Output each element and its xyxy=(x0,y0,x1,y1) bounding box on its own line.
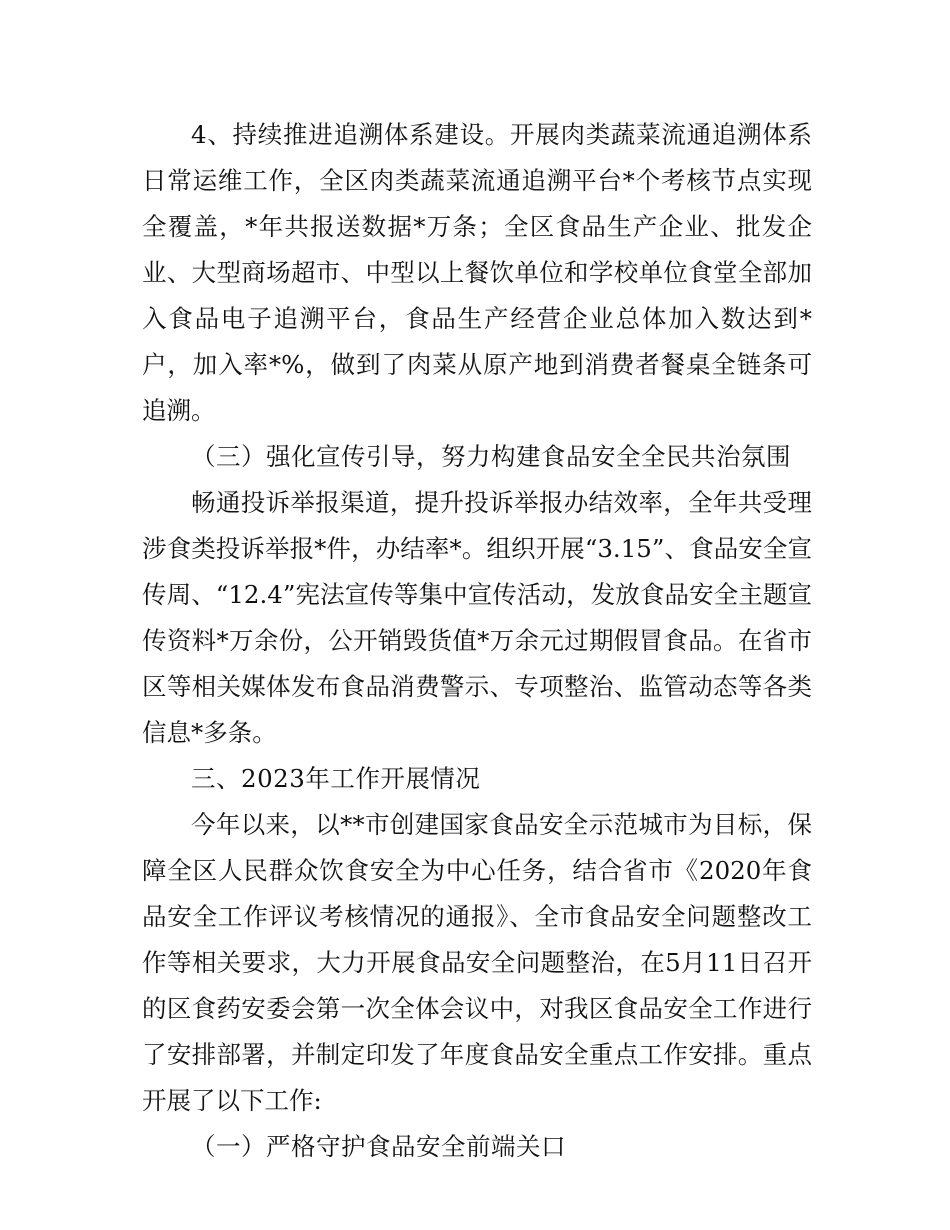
paragraph-traceability-system: 4、持续推进追溯体系建设。开展肉类蔬菜流通追溯体系日常运维工作，全区肉类蔬菜流通追溯平台*个考核节点实现全覆盖，*年共报送数据*万条；全区食品生产企业、批发企业、大型商场超市、中型以上餐饮单位和学校单位食堂全部加入食品电子追溯平台，食品生产经营企业总体加入数达到*户，加入率*%，做到了肉菜从原产地到消费者餐桌全链条可追溯。 xyxy=(142,120,812,425)
document-body xyxy=(142,112,812,1170)
section-heading-front-end-gate: （一）严格守护食品安全前端关口 xyxy=(191,1132,566,1161)
paragraph-2023-overview: 今年以来，以**市创建国家食品安全示范城市为目标，保障全区人民群众饮食安全为中心任务，结合省市《2020年食品安全工作评议考核情况的通报》、全市食品安全问题整改工作等相关要求，大力开展食品安全问题整治，在5月11日召开的区食药安委会第一次全体会议中，对我区食品安全工作进行了安排部署，并制定印发了年度食品安全重点工作安排。重点开展了以下工作: xyxy=(142,810,812,1115)
section-heading-2023-work: 三、2023年工作开展情况 xyxy=(191,764,481,793)
paragraph-complaints-publicity: 畅通投诉举报渠道，提升投诉举报办结效率，全年共受理涉食类投诉举报*件，办结率*。组织开展“3.15”、食品安全宣传周、“12.4”宪法宣传等集中宣传活动，发放食品安全主题宣传资料*万余份，公开销毁货值*万余元过期假冒食品。在省市区等相关媒体发布食品消费警示、专项整治、监管动态等各类信息*多条。 xyxy=(142,488,812,747)
section-heading-publicity: （三）强化宣传引导，努力构建食品安全全民共治氛围 xyxy=(191,442,791,471)
